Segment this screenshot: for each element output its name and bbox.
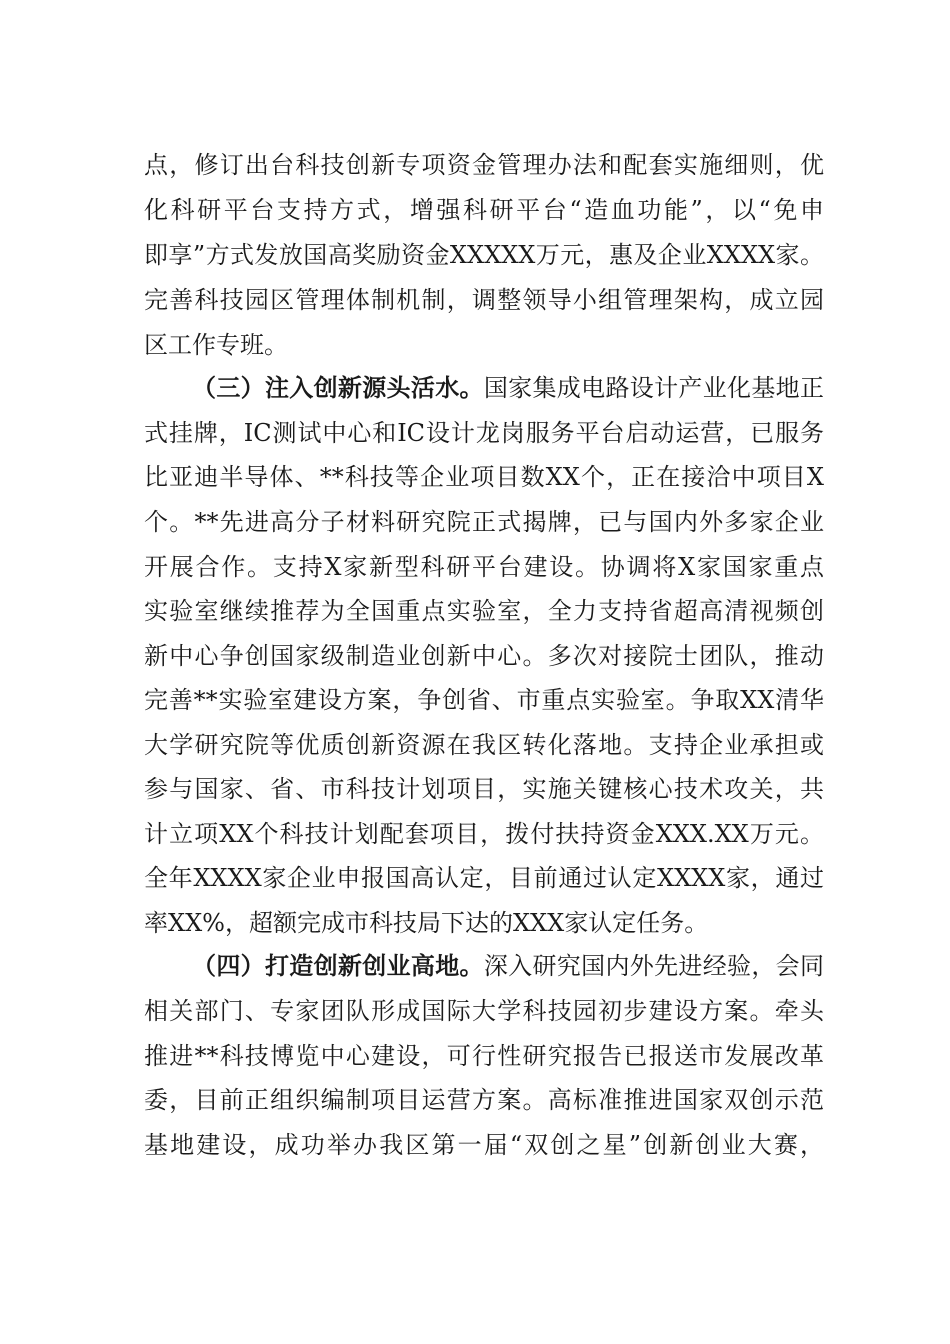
paragraph-line: 个。**先进高分子材料研究院正式揭牌，已与国内外多家企业 (144, 508, 824, 536)
section-three-text: 国家集成电路设计产业化基地正 (483, 374, 825, 402)
paragraph-line: 完善科技园区管理体制机制，调整领导小组管理架构，成立园 (144, 286, 824, 314)
section-four-first-line (192, 946, 824, 986)
paragraph-line: 大学研究院等优质创新资源在我区转化落地。支持企业承担或 (144, 731, 824, 759)
section-four-heading: （四）打造创新创业高地。 (192, 951, 484, 980)
paragraph-line: 计立项XX个科技计划配套项目，拨付扶持资金XXX.XX万元。 (144, 820, 824, 848)
paragraph-line: 完善**实验室建设方案，争创省、市重点实验室。争取XX清华 (144, 686, 824, 714)
paragraph-line: 参与国家、省、市科技计划项目，实施关键核心技术攻关，共 (144, 775, 824, 803)
paragraph-line: 区工作专班。 (144, 331, 288, 359)
section-three-heading: （三）注入创新源头活水。 (192, 373, 484, 402)
section-three-first-line (192, 368, 824, 408)
paragraph-line: 点，修订出台科技创新专项资金管理办法和配套实施细则，优 (144, 151, 824, 179)
paragraph-line: 式挂牌，IC测试中心和IC设计龙岗服务平台启动运营，已服务 (144, 419, 824, 447)
paragraph-line: 开展合作。支持X家新型科研平台建设。协调将X家国家重点 (144, 553, 824, 581)
paragraph-line: 推进**科技博览中心建设，可行性研究报告已报送市发展改革 (144, 1042, 824, 1070)
paragraph-line: 实验室继续推荐为全国重点实验室，全力支持省超高清视频创 (144, 597, 824, 625)
paragraph-line: 率XX%，超额完成市科技局下达的XXX家认定任务。 (144, 909, 709, 937)
paragraph-line: 即享”方式发放国高奖励资金XXXXX万元，惠及企业XXXX家。 (144, 241, 824, 269)
paragraph-line: 比亚迪半导体、**科技等企业项目数XX个，正在接洽中项目X (144, 463, 824, 491)
paragraph-line: 委，目前正组织编制项目运营方案。高标准推进国家双创示范 (144, 1086, 824, 1114)
paragraph-line: 相关部门、专家团队形成国际大学科技园初步建设方案。牵头 (144, 997, 824, 1025)
section-four-text: 深入研究国内外先进经验，会同 (483, 952, 825, 980)
paragraph-line: 全年XXXX家企业申报国高认定，目前通过认定XXXX家，通过 (144, 864, 824, 892)
paragraph-line: 基地建设，成功举办我区第一届“双创之星”创新创业大赛， (144, 1131, 824, 1159)
paragraph-line: 化科研平台支持方式，增强科研平台“造血功能”，以“免申 (144, 196, 824, 224)
paragraph-line: 新中心争创国家级制造业创新中心。多次对接院士团队，推动 (144, 642, 824, 670)
